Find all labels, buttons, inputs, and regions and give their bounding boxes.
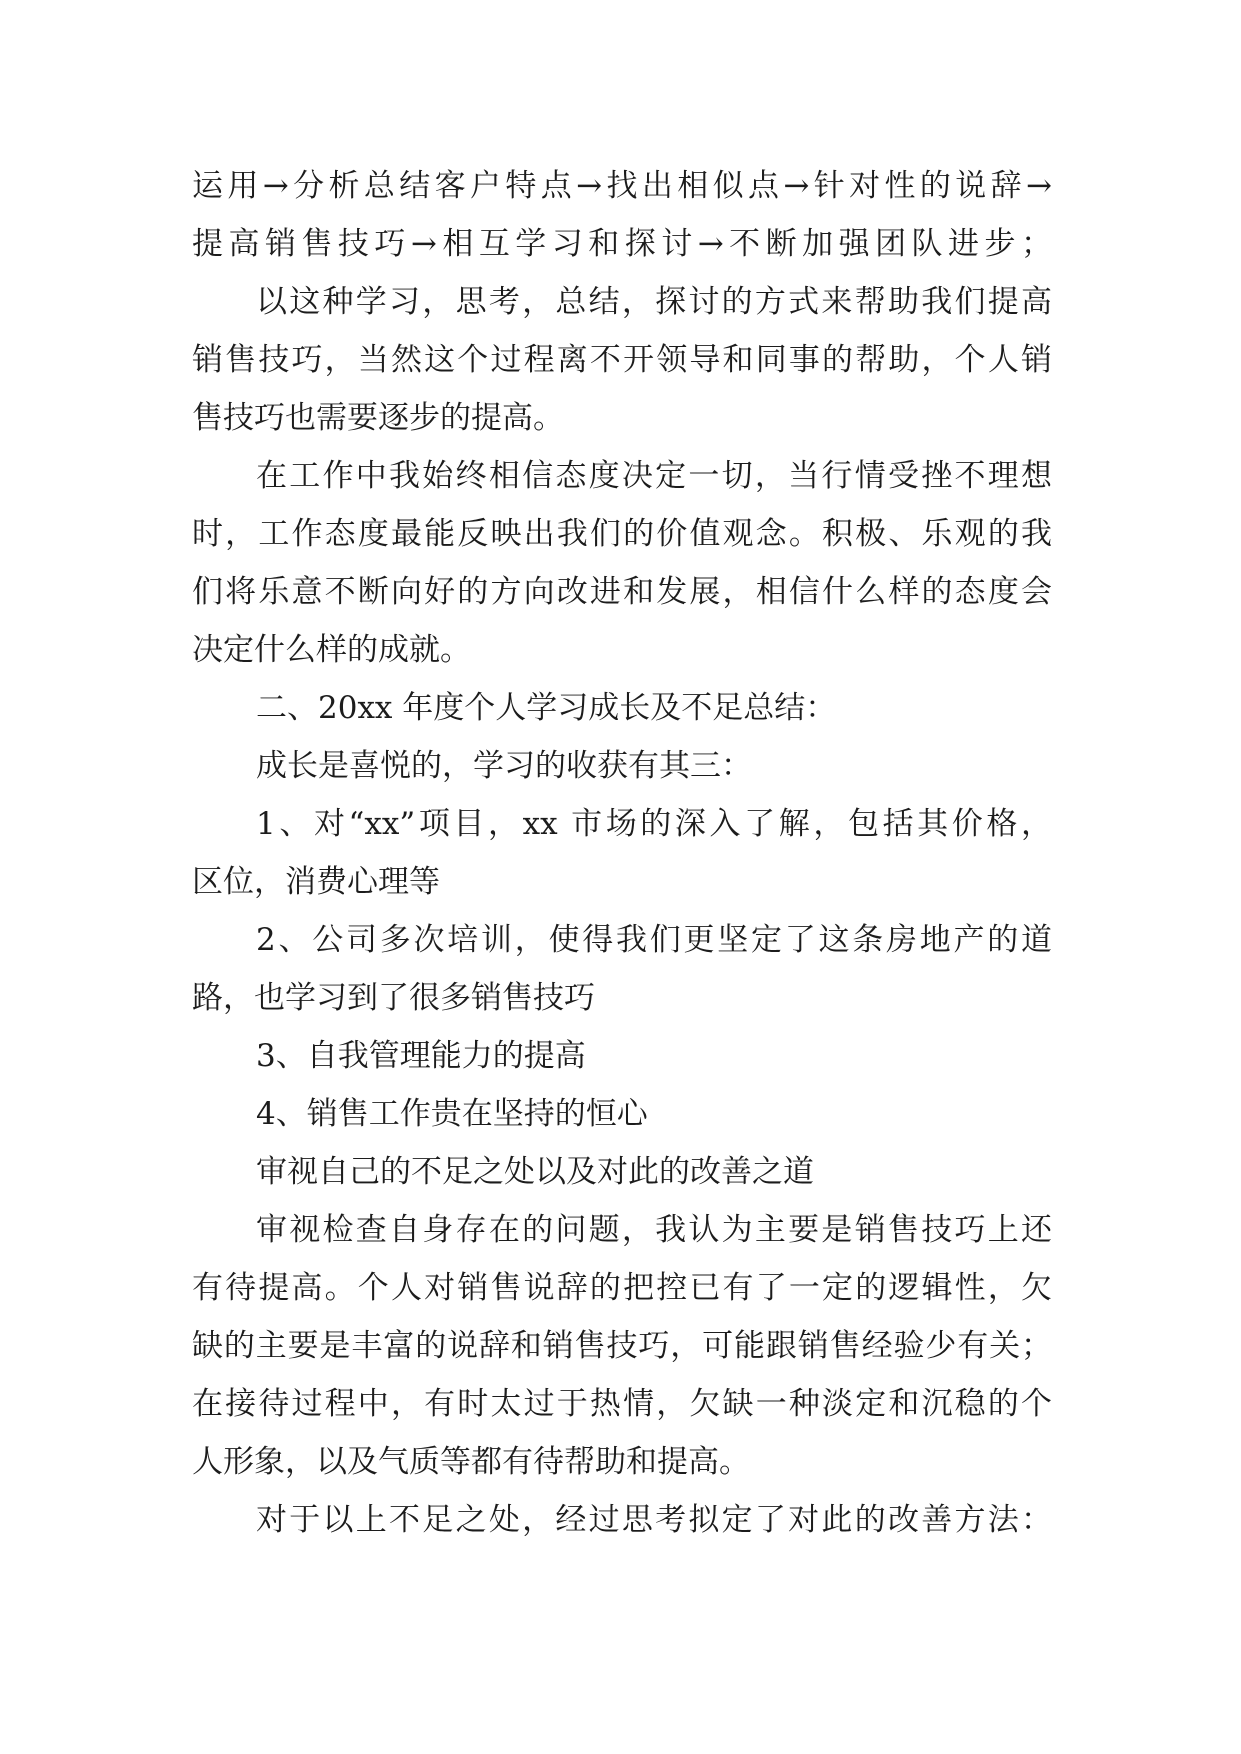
paragraph-line: 们将乐意不断向好的方向改进和发展，相信什么样的态度会 — [192, 574, 1052, 610]
paragraph-line: 提高销售技巧→相互学习和探讨→不断加强团队进步； — [192, 226, 1052, 262]
subheading: 审视自己的不足之处以及对此的改善之道 — [256, 1154, 814, 1190]
paragraph-line: 销售技巧，当然这个过程离不开领导和同事的帮助，个人销 — [192, 342, 1052, 378]
list-item: 3、自我管理能力的提高 — [256, 1038, 586, 1074]
paragraph-line: 审视检查自身存在的问题，我认为主要是销售技巧上还 — [256, 1212, 1052, 1248]
list-item: 1、对“xx”项目，xx 市场的深入了解，包括其价格， — [256, 806, 1052, 842]
paragraph-line: 在接待过程中，有时太过于热情，欠缺一种淡定和沉稳的个 — [192, 1386, 1052, 1422]
list-item-continuation: 区位，消费心理等 — [192, 864, 440, 900]
paragraph-line: 人形象，以及气质等都有待帮助和提高。 — [192, 1444, 750, 1480]
paragraph-line: 在工作中我始终相信态度决定一切，当行情受挫不理想 — [256, 458, 1052, 494]
paragraph-line: 时，工作态度最能反映出我们的价值观念。积极、乐观的我 — [192, 516, 1052, 552]
paragraph-line: 售技巧也需要逐步的提高。 — [192, 400, 564, 436]
paragraph-line: 缺的主要是丰富的说辞和销售技巧，可能跟销售经验少有关； — [192, 1328, 1052, 1364]
paragraph-line: 以这种学习，思考，总结，探讨的方式来帮助我们提高 — [256, 284, 1052, 320]
paragraph-line: 决定什么样的成就。 — [192, 632, 471, 668]
paragraph-line: 成长是喜悦的，学习的收获有其三： — [256, 748, 752, 784]
section-heading: 二、20xx 年度个人学习成长及不足总结： — [256, 690, 837, 726]
paragraph-line: 运用→分析总结客户特点→找出相似点→针对性的说辞→ — [192, 168, 1052, 204]
list-item-continuation: 路，也学习到了很多销售技巧 — [192, 980, 595, 1016]
paragraph-line: 对于以上不足之处，经过思考拟定了对此的改善方法： — [256, 1502, 1052, 1538]
paragraph-line: 有待提高。个人对销售说辞的把控已有了一定的逻辑性，欠 — [192, 1270, 1052, 1306]
list-item: 2、公司多次培训，使得我们更坚定了这条房地产的道 — [256, 922, 1052, 958]
list-item: 4、销售工作贵在坚持的恒心 — [256, 1096, 648, 1132]
document-body — [192, 157, 1052, 1549]
